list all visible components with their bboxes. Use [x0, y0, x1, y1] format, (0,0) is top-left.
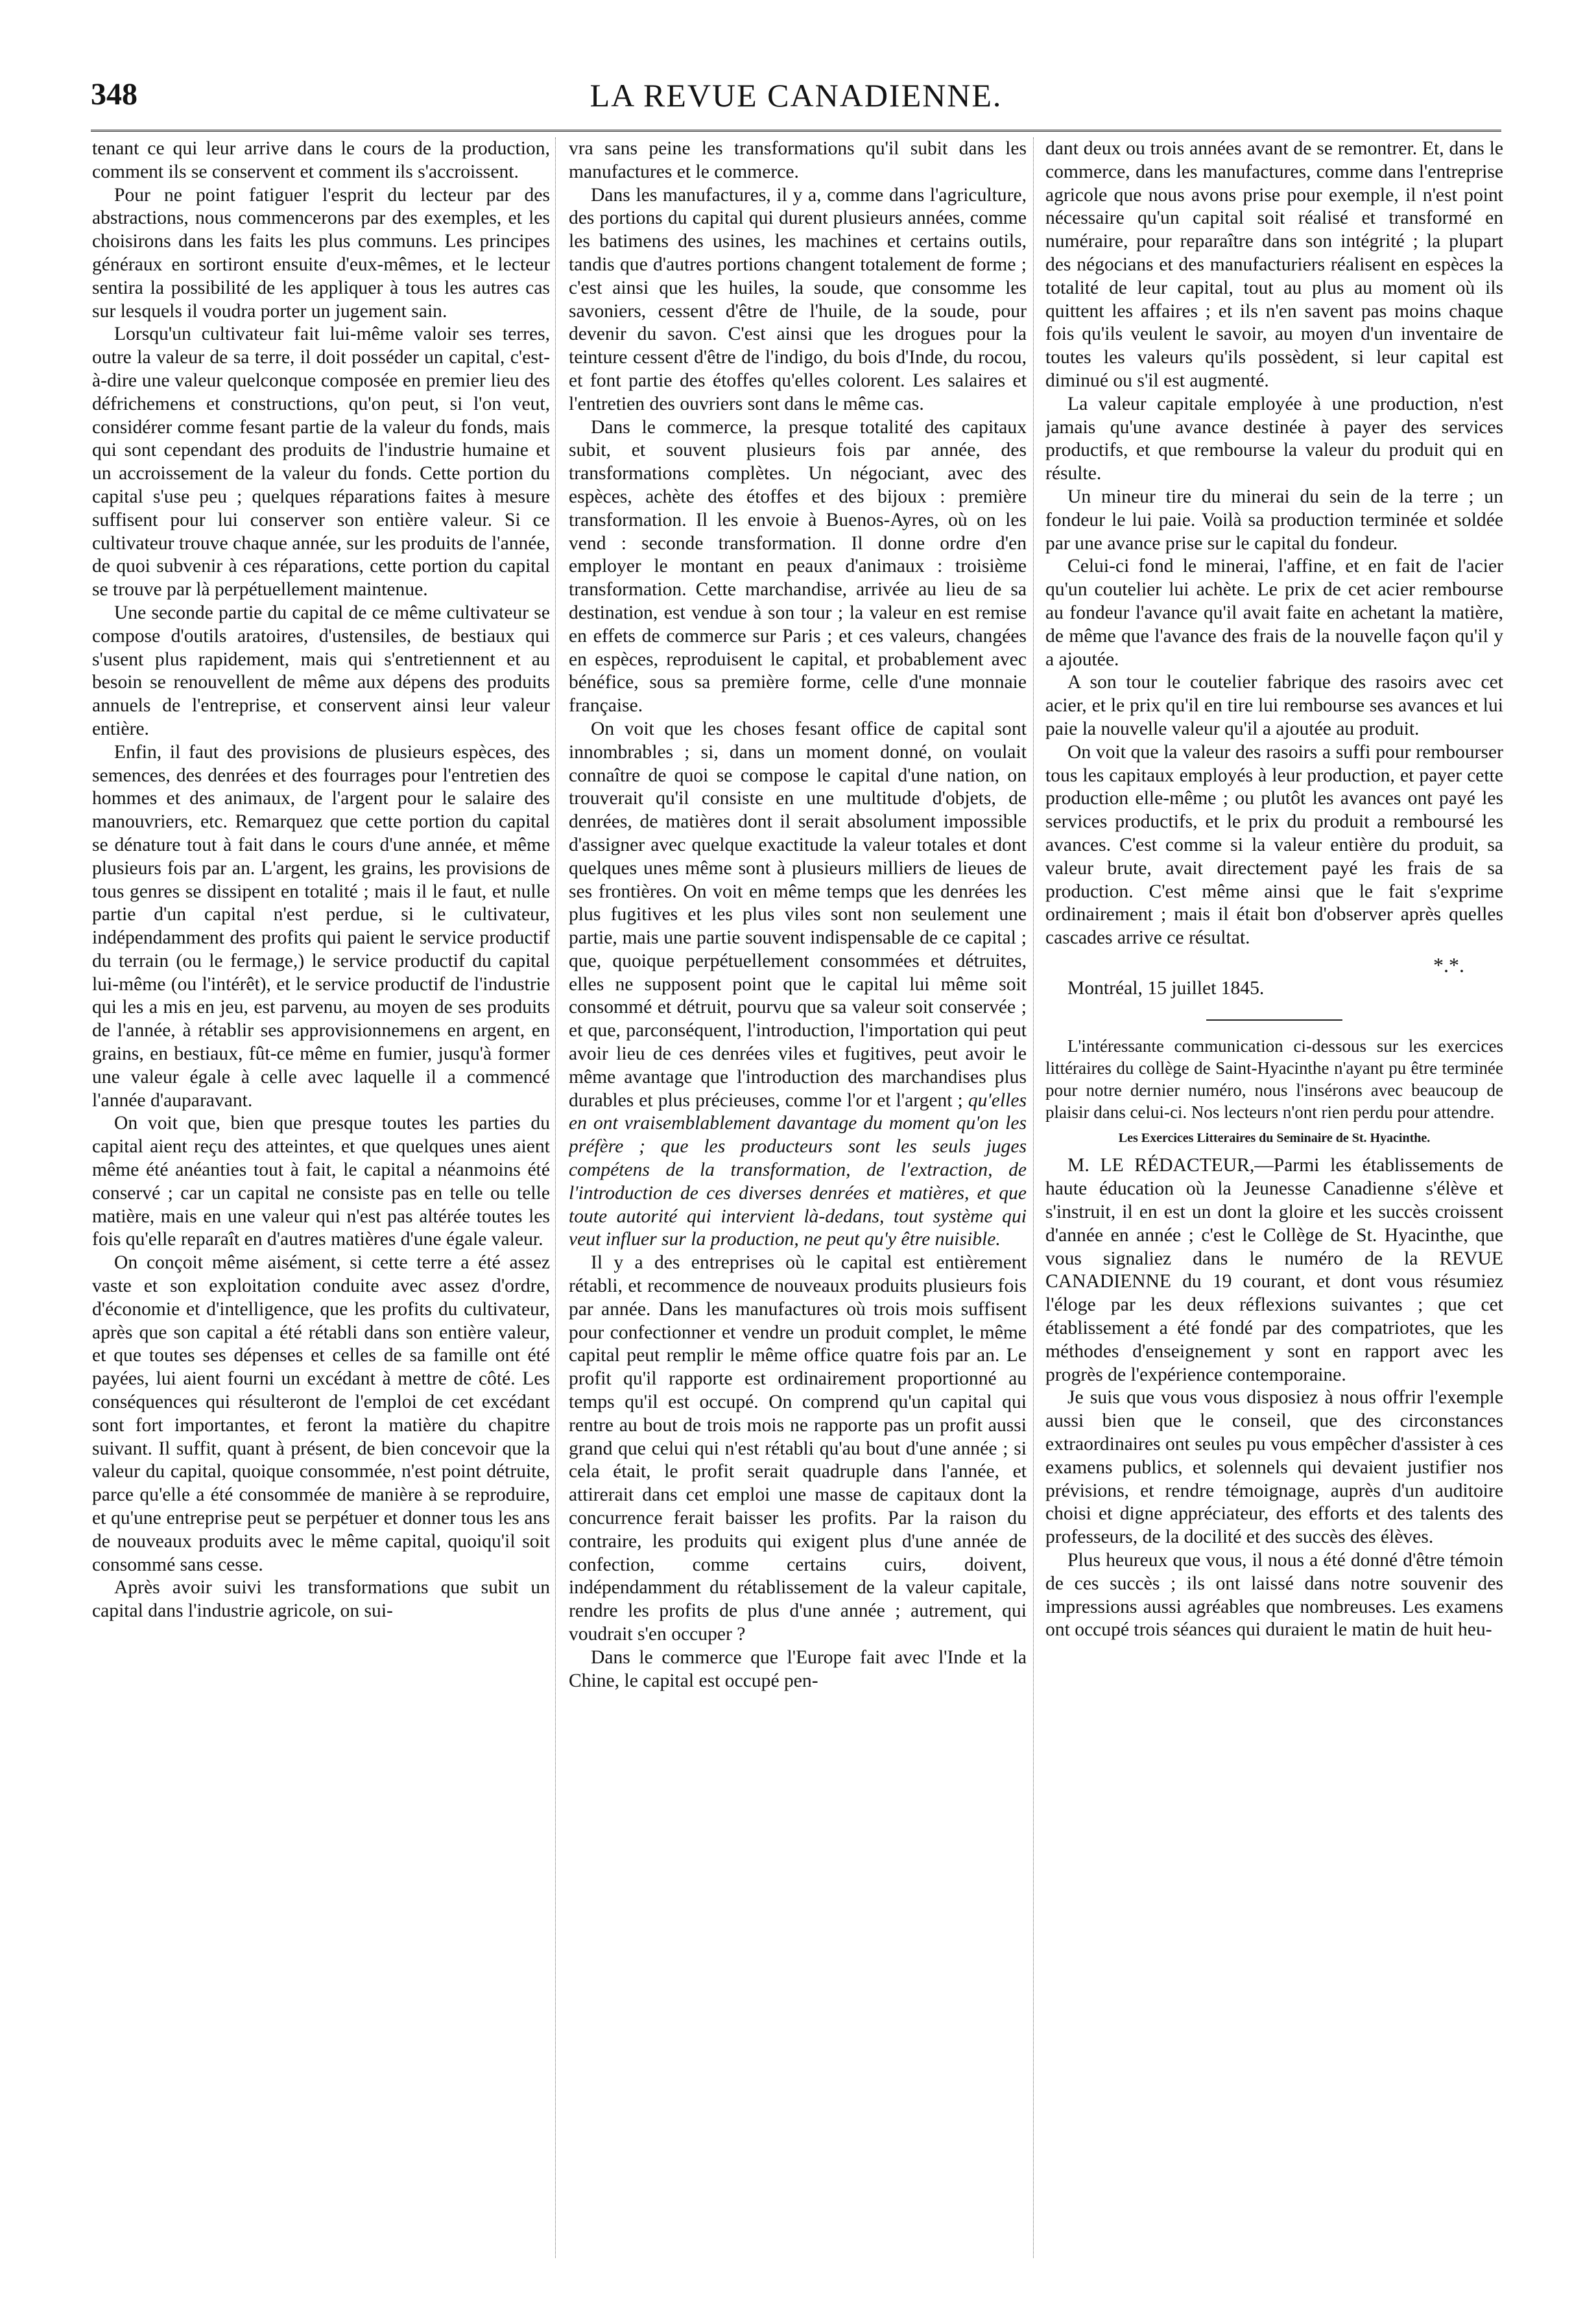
paragraph: Un mineur tire du minerai du sein de la terre ; un fondeur le lui paie. Voilà sa production terminée et soldée par une avance prise sur le capital du fondeur.: [1045, 486, 1503, 554]
paragraph: La valeur capitale employée à une production, n'est jamais qu'une avance destinée à payer des services productifs, et que rembourse la valeur du produit qui en résulte.: [1045, 393, 1503, 484]
paragraph-text: On voit que les choses fesant office de capital sont innombrables ; si, dans un moment donné, on voulait connaître de quoi se compose le capital d'une nation, on trouverait qu'il consiste en une multitude d'objets, de denrées, de matières dont il serait absolument impossible d'assigner avec quelque exactitude la valeur totales et dont quelques unes même sont à plusieurs milliers de lieues de ses frontières. On voit en même temps que les denrées les plus fugitives et les plus viles sont non seulement une partie, mais une partie souvent indispensable de ce capital ; que, quoique perpétuellement consommées et détruites, elles ne supposent point que le capital lui même soit consommé et détruit, pourvu que sa valeur soit conservée ; et que, parconséquent, l'introduction, l'importation qui peut avoir lieu de ces denrées viles et fugitives, peut avoir le même avantage que l'introduction des marchandises plus durables et plus précieuses, comme l'or et l'argent ;: [569, 718, 1027, 1111]
running-head: LA REVUE CANADIENNE.: [590, 77, 1003, 113]
text-column-1: [92, 137, 550, 2281]
paragraph: tenant ce qui leur arrive dans le cours de la production, comment ils se conservent et comment ils s'accroissent.: [92, 138, 550, 182]
paragraph: Il y a des entreprises où le capital est entièrement rétabli, et recommence de nouveaux produits plusieurs fois par année. Dans les manufactures où trois mois suffisent pour confectionner et vendre un produit complet, le même capital peut remplir le même office quatre fois par an. Le profit qu'il rapporte est ordinairement proportionné au temps qu'il est occupé. On comprend qu'un capital qui rentre au bout de trois mois ne rapporte pas un profit aussi grand que celui qui n'est rétabli qu'au bout d'une année ; si cela était, le profit serait quadruple dans l'année, et attirerait dans cet emploi une masse de capitaux dont la concurrence ferait baisser les profits. Par la raison du contraire, les produits qui exigent plus d'une année de confection, comme certains cuirs, doivent, indépendamment du rétablissement de la valeur capitale, rendre les profits de plus d'une année ; autrement, qui voudrait s'en occuper ?: [569, 1252, 1027, 1645]
paragraph: Dans le commerce que l'Europe fait avec l'Inde et la Chine, le capital est occupé pen-: [569, 1646, 1027, 1691]
paragraph: Je suis que vous vous disposiez à nous offrir l'exemple aussi bien que le conseil, que des circonstances extraordinaires ont seules pu vous empêcher d'assister à ces examens publics, et solennels qui devaient justifier nos prévisions, et rendre témoignage, auprès d'un auditoire choisi et digne appréciateur, des efforts et des talents des professeurs, de la docilité et des succès des élèves.: [1045, 1387, 1503, 1548]
text-column-3: [1045, 137, 1503, 2281]
paragraph: dant deux ou trois années avant de se remontrer. Et, dans le commerce, dans les manufactures, comme dans l'entreprise agricole que nous avons prise pour exemple, il n'est point nécessaire qu'un capital soit réalisé et transformé en numéraire, pour reparaître dans son intégrité ; la plupart des négocians et des manufacturiers réalisent en espèces la totalité de leur capital, tout au plus au moment où ils quittent les affaires ; et ils n'en savent pas moins chaque fois qu'ils veulent le savoir, au moyen d'un inventaire de toutes les valeurs qu'ils possèdent, si leur capital est diminué ou s'il est augmenté.: [1045, 138, 1503, 391]
column-divider-2: [1033, 137, 1034, 2258]
article-title: Les Exercices Litteraires du Seminaire de St. Hyacinthe.: [1118, 1131, 1431, 1146]
paragraph: [569, 718, 1027, 1252]
column-divider-1: [555, 137, 556, 2258]
paragraph: Lorsqu'un cultivateur fait lui-même valoir ses terres, outre la valeur de sa terre, il doit posséder un capital, c'est-à-dire une valeur quelconque composée en premier lieu des défrichemens et constructions, qu'on peut, si l'on veut, considérer comme fesant partie de la valeur du fonds, mais qui sont cependant des produits de l'industrie humaine et un accroissement de la valeur du fonds. Cette portion du capital s'use peu ; quelques réparations faites à mesure suffisent pour lui conserver son entière valeur. Si ce cultivateur trouve chaque année, sur les produits de l'année, de quoi subvenir à ces réparations, cette portion du capital se trouve par là perpétuellement maintenue.: [92, 324, 550, 600]
paragraph: Dans les manufactures, il y a, comme dans l'agriculture, des portions du capital qui durent plusieurs années, comme les batimens des usines, les machines et certains outils, tandis que d'autres portions changent totalement de forme ; c'est ainsi que les huiles, la soude, que consomme les savoniers, cessent d'être de l'huile, de la soude, pour devenir du savon. C'est ainsi que les drogues pour la teinture cessent d'être de l'indigo, du bois d'Inde, du rocou, et font partie des étoffes qu'elles colorent. Les salaires et l'entretien des ouvriers sont dans le même cas.: [569, 184, 1027, 414]
text-column-2: [569, 137, 1027, 2281]
paragraph: A son tour le coutelier fabrique des rasoirs avec cet acier, et le prix qu'il en tire lui rembourse ses avances et lui paie la nouvelle valeur qu'il a ajoutée au produit.: [1045, 672, 1503, 739]
paragraph: On conçoit même aisément, si cette terre a été assez vaste et son exploitation conduite avec assez d'ordre, d'économie et d'intelligence, que les profits du cultivateur, après que son capital a été rétabli dans son entière valeur, et que toutes ses dépenses et celles de sa famille ont été payées, lui aient fourni un excédant à mettre de côté. Les conséquences qui résulteront de l'emploi de cet excédant sont fort importantes, et feront la matière du chapitre suivant. Il suffit, quant à présent, de bien concevoir que la valeur du capital, quoique consommée, n'est point détruite, parce qu'elle a été consommée de manière à se reproduire, et qu'une entreprise peut se perpétuer et donner tous les ans de nouveaux produits avec le même capital, quoiqu'il soit consommé sans cesse.: [92, 1252, 550, 1575]
paragraph: Celui-ci fond le minerai, l'affine, et en fait de l'acier qu'un coutelier lui achète. Le prix de cet acier rembourse au fondeur l'avance qu'il avait faite en achetant la matière, de même que l'avance des frais de la nouvelle façon qu'il y a ajoutée.: [1045, 556, 1503, 670]
author-signature: *.*.: [1433, 953, 1464, 977]
paragraph: Pour ne point fatiguer l'esprit du lecteur par des abstractions, nous commencerons par des exemples, et les choisirons dans les faits les plus communs. Les principes généraux en sortiront ensuite d'eux-mêmes, et le lecteur sentira la possibilité de les appliquer à tous les autres cas sur lesquels il voudra porter un jugement sain.: [92, 184, 550, 322]
italic-passage: qu'elles en ont vraisemblablement davantage du moment qu'on les préfère ; que les producteurs sont les seuls juges compétens de la transformation, de l'extraction, de l'introduction de ces diverses denrées et matières, et que toute autorité qui intervient là-dedans, tout système qui veut influer sur la production, ne peut qu'y être nuisible.: [569, 1089, 1027, 1250]
page-header: [91, 77, 1501, 128]
page-number: 348: [91, 77, 137, 112]
paragraph: Après avoir suivi les transformations que subit un capital dans l'industrie agricole, on sui-: [92, 1577, 550, 1622]
editor-note: L'intéressante communication ci-dessous sur les exercices littéraires du collège de Saint-Hyacinthe n'ayant pu être terminée pour notre dernier numéro, nous l'insérons avec beaucoup de plaisir dans celui-ci. Nos lecteurs n'ont rien perdu pour attendre.: [1045, 1036, 1503, 1123]
paragraph: Une seconde partie du capital de ce même cultivateur se compose d'outils aratoires, d'ustensiles, de bestiaux qui s'usent plus rapidement, mais qui s'entretiennent et au besoin se renouvellent de même aux dépens des produits annuels de l'entreprise, et conservent ainsi leur valeur entière.: [92, 602, 550, 739]
paragraph: Plus heureux que vous, il nous a été donné d'être témoin de ces succès ; ils ont laissé dans notre souvenir des impressions aussi agréables que nombreuses. Les examens ont occupé trois séances qui duraient le matin de huit heu-: [1045, 1550, 1503, 1641]
paragraph: vra sans peine les transformations qu'il subit dans les manufactures et le commerce.: [569, 138, 1027, 182]
header-rule: [91, 130, 1501, 132]
paragraph: Dans le commerce, la presque totalité des capitaux subit, et souvent plusieurs fois par année, des transformations complètes. Un négociant, avec des espèces, achète des étoffes et des bijoux : première transformation. Il les envoie à Buenos-Ayres, où on les vend : seconde transformation. Il donne ordre d'en employer le montant en peaux d'animaux : troisième transformation. Cette marchandise, arrivée au lieu de sa destination, est vendue à son tour ; la valeur en est remise en effets de commerce sur Paris ; et ces valeurs, changées en espèces, reproduisent le capital, et probablement avec bénéfice, sous sa première forme, celle d'une monnaie française.: [569, 416, 1027, 717]
paragraph: Enfin, il faut des provisions de plusieurs espèces, des semences, des denrées et des fourrages pour l'entretien des hommes et des animaux, de l'argent pour le salaire des manouvriers, etc. Remarquez que cette portion du capital se dénature tout à fait dans le cours d'une année, et même plusieurs fois par an. L'argent, les grains, les provisions de tous genres se dissipent en totalité ; mais il le faut, et nulle partie d'un capital n'est perdue, si le cultivateur, indépendamment des profits qui paient le service productif du terrain (ou le fermage,) le service productif du capital lui-même (ou l'intérêt), et le service productif de l'industrie qui les a mis en jeu, est parvenu, au moyen de ses produits de l'année, à rétablir ses approvisionnemens en argent, en grains, en bestiaux, fût-ce même en fumier, jusqu'à former une valeur égale à celle avec laquelle il a commencé l'année d'auparavant.: [92, 741, 550, 1111]
paragraph: M. LE RÉDACTEUR,—Parmi les établissements de haute éducation où la Jeunesse Canadienne s'élève et s'instruit, il en est un dont la gloire et les succès croissent d'année en année ; c'est le Collège de St. Hyacinthe, que vous signaliez dans le numéro de la REVUE CANADIENNE du 19 courant, et dont vous résumiez l'éloge par les deux réflexions suivantes ; que cet établissement a été fondé par des compatriotes, que les méthodes d'enseignement y sont en rapport avec les progrès de l'expérience contemporaine.: [1045, 1155, 1503, 1385]
dateline: Montréal, 15 juillet 1845.: [1067, 977, 1265, 999]
paragraph: On voit que la valeur des rasoirs a suffi pour rembourser tous les capitaux employés à leur production, et payer cette production elle-même ; ou plutôt les avances ont payé les services productifs, et le prix du produit a remboursé les avances. C'est comme si la valeur entière du produit, sa valeur brute, avait directement payé les frais de sa production. C'est même ainsi que le fait s'exprime ordinairement ; mais il était bon d'observer après quelles cascades arrive ce résultat.: [1045, 741, 1503, 949]
section-separator: [1206, 1019, 1342, 1021]
paragraph: On voit que, bien que presque toutes les parties du capital aient reçu des atteintes, et que quelques unes aient même été anéanties tout à fait, le capital a néanmoins été conservé ; car un capital ne consiste pas en telle ou telle matière, mais en une valeur qui n'est pas altérée toutes les fois qu'elle reparaît en d'autres matières d'une égale valeur.: [92, 1113, 550, 1250]
